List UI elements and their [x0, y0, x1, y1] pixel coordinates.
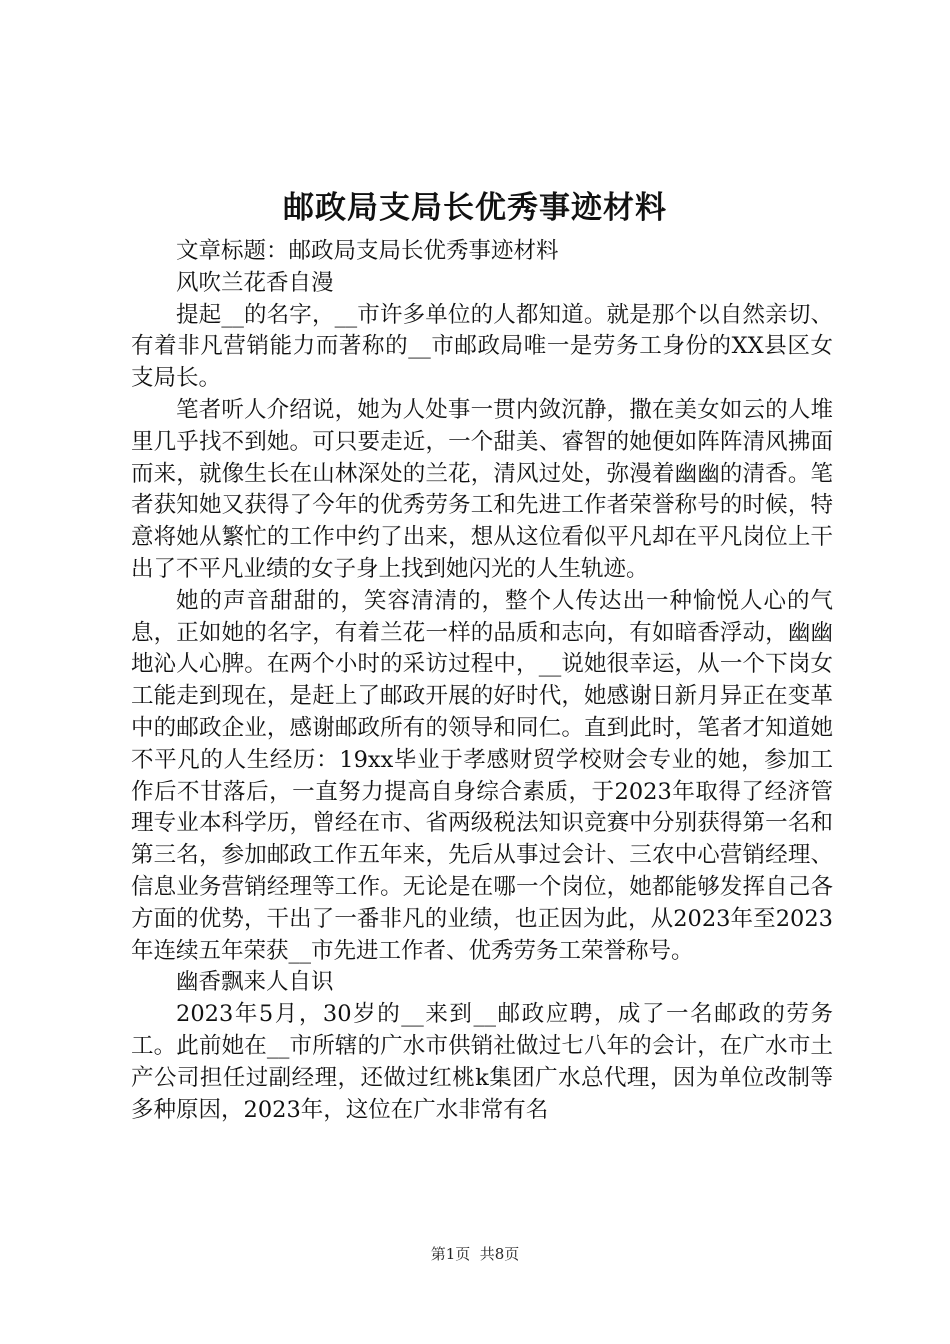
section-heading: 风吹兰花香自漫 — [176, 269, 334, 296]
body-paragraph: 笔者听人介绍说，她为人处事一贯内敛沉静，撒在美女如云的人堆里几乎找不到她。可只要走近，一个甜美、睿智的她便如阵阵清风拂面而来，就像生长在山林深处的兰花，清风过处，弥漫着幽幽的清香。笔者获知她又获得了今年的优秀劳务工和先进工作者荣誉称号的时候，特意将她从繁忙的工作中约了出来，想从这位看似平凡却在平凡岗位上干出了不平凡业绩的女子身上找到她闪光的人生轨迹。 — [131, 396, 833, 582]
body-paragraph: 她的声音甜甜的，笑容清清的，整个人传达出一种愉悦人心的气息，正如她的名字，有着兰花一样的品质和志向，有如暗香浮动，幽幽地沁人心脾。在两个小时的采访过程中，__说她很幸运，从一个下岗女工能走到现在，是赶上了邮政开展的好时代，她感谢日新月异正在变革中的邮政企业，感谢邮政所有的领导和同仁。直到此时，笔者才知道她不平凡的人生经历：19xx毕业于孝感财贸学校财会专业的她，参加工作后不甘落后，一直努力提高自身综合素质，于2023年取得了经济管理专业本科学历，曾经在市、省两级税法知识竞赛中分别获得第一名和第三名，参加邮政工作五年来，先后从事过会计、三农中心营销经理、信息业务营销经理等工作。无论是在哪一个岗位，她都能够发挥自己各方面的优势，干出了一番非凡的业绩，也正因为此，从2023年至2023年连续五年荣获__市先进工作者、优秀劳务工荣誉称号。 — [131, 587, 833, 964]
document-title: 邮政局支局长优秀事迹材料 — [283, 190, 667, 226]
body-paragraph: 2023年5月，30岁的__来到__邮政应聘，成了一名邮政的劳务工。此前她在__市所辖的广水市供销社做过七八年的会计，在广水市土产公司担任过副经理，还做过红桃k集团广水总代理，因为单位改制等多种原因，2023年，这位在广水非常有名 — [131, 1001, 833, 1123]
body-paragraph: 提起__的名字，__市许多单位的人都知道。就是那个以自然亲切、有着非凡营销能力而著称的__市邮政局唯一是劳务工身份的XX县区女支局长。 — [131, 301, 833, 392]
page-number: 第1页 共8页 — [430, 1245, 520, 1263]
article-title-line: 文章标题：邮政局支局长优秀事迹材料 — [176, 238, 559, 264]
section-heading: 幽香飘来人自识 — [176, 969, 334, 996]
document-body — [131, 236, 833, 1126]
page-footer — [0, 1244, 950, 1264]
